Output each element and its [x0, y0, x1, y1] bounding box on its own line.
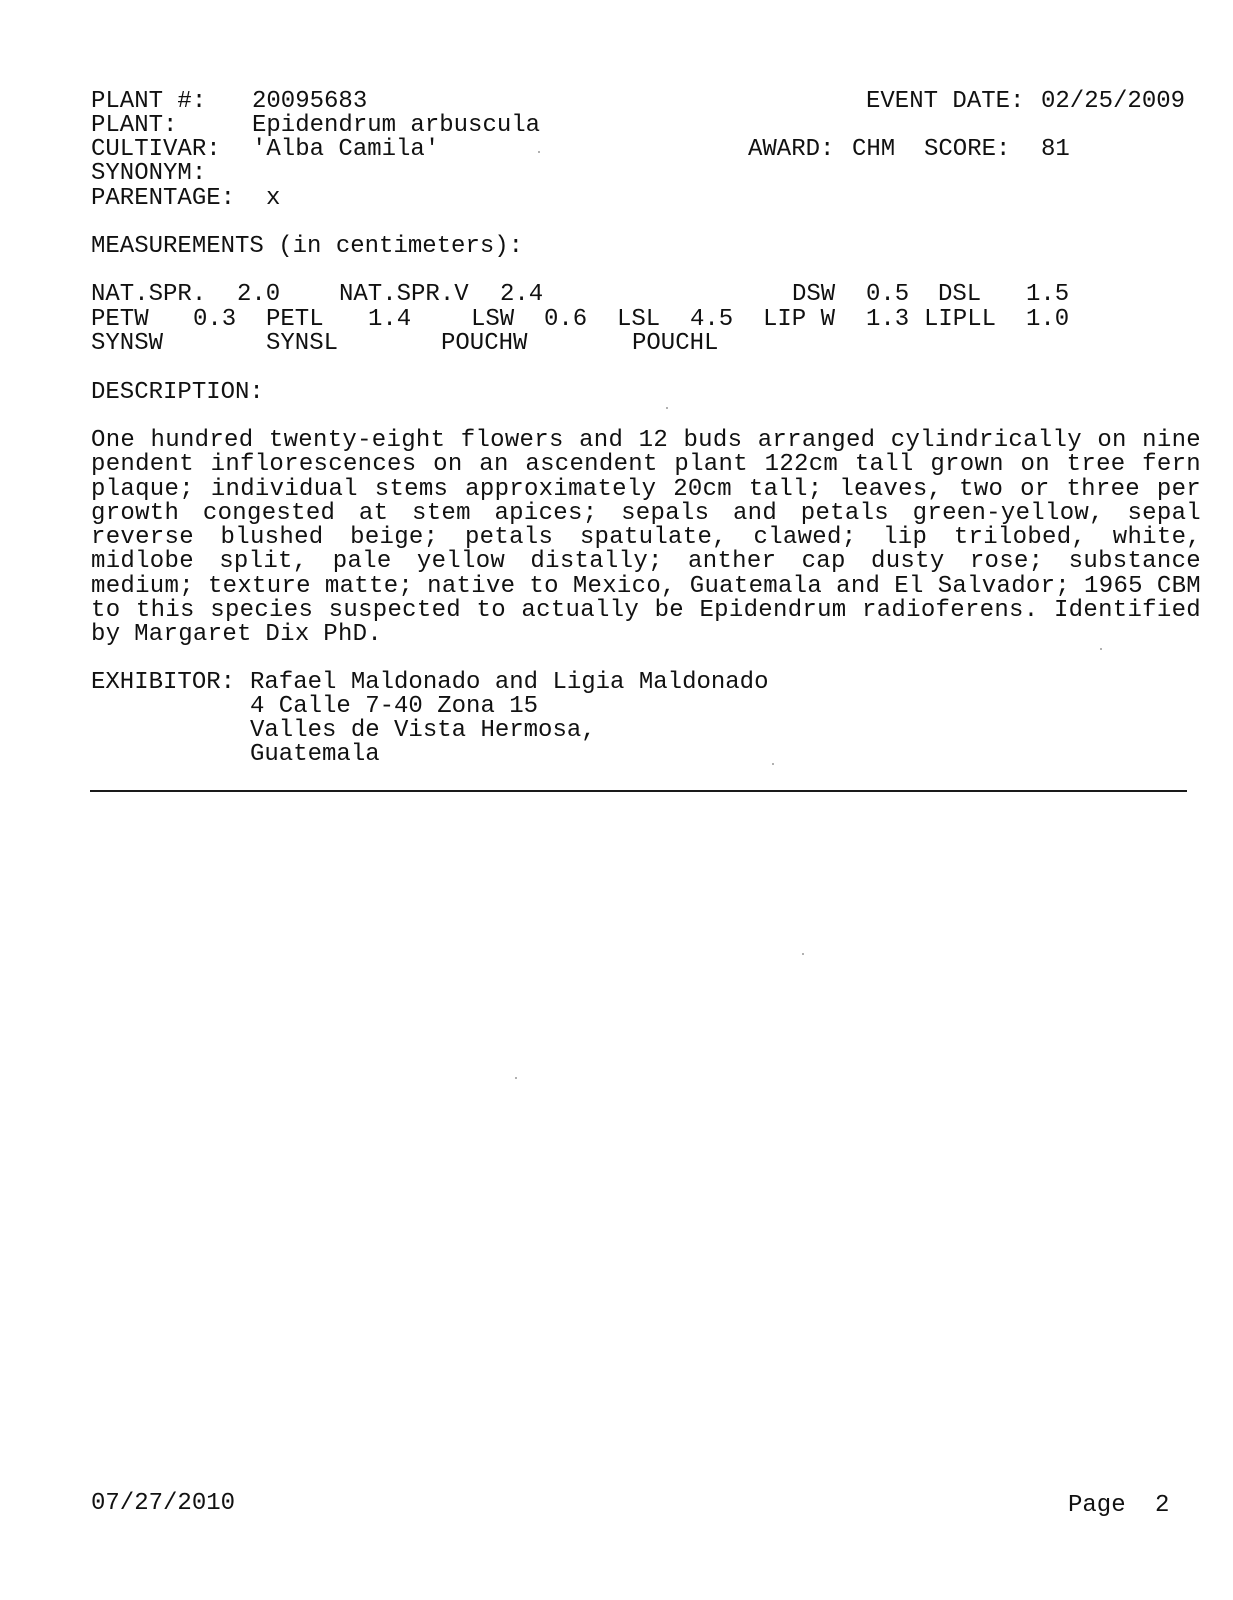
description-heading: DESCRIPTION: — [91, 379, 264, 406]
cultivar-value: 'Alba Camila' — [252, 136, 440, 163]
plant-value: Epidendrum arbuscula — [252, 112, 541, 139]
exhibitor-line: 4 Calle 7-40 Zona 15 — [250, 693, 539, 720]
footer-page-number: 2 — [1155, 1492, 1170, 1519]
scan-speck — [772, 763, 774, 765]
award-label: AWARD: — [748, 136, 835, 163]
measure-value-petl: 1.4 — [368, 306, 412, 333]
scan-speck — [538, 151, 540, 153]
plant-label: PLANT: — [91, 112, 178, 139]
plant-number-value: 20095683 — [252, 88, 368, 115]
measure-label-pouchw: POUCHW — [441, 330, 528, 357]
measure-value-natspr: 2.0 — [237, 281, 281, 308]
description-text: One hundred twenty-eight flowers and 12 buds arranged cylindrically on nine pendent inflorescences on an ascendent plant 122cm tall grown on tree fern plaque; individual stems approximately 20cm tall; leaves, two or three per growth congested at stem apices; sepals and petals green-yellow, sepal reverse blushed beige; petals spatulate, clawed; lip trilobed, white, midlobe split, pale yellow distally; anther cap dusty rose; substance medium; texture matte; native to Mexico, Guatemala and El Salvador; 1965 CBM to this species suspected to actually be Epidendrum radioferens. Identified by Margaret Dix PhD. — [91, 427, 1201, 649]
exhibitor-line: Rafael Maldonado and Ligia Maldonado — [250, 669, 769, 696]
footer-date: 07/27/2010 — [91, 1490, 236, 1517]
measure-value-dsw: 0.5 — [866, 281, 910, 308]
measure-label-pouchl: POUCHL — [632, 330, 719, 357]
measure-value-dsl: 1.5 — [1026, 281, 1070, 308]
measure-label-lipll: LIPLL — [924, 306, 997, 333]
scan-speck — [1100, 648, 1102, 650]
scan-speck — [666, 407, 668, 409]
measure-value-lipw: 1.3 — [866, 306, 910, 333]
measure-value-lipll: 1.0 — [1026, 306, 1070, 333]
footer-page-label: Page — [1068, 1492, 1126, 1519]
parentage-label: PARENTAGE: — [91, 185, 236, 212]
event-date-value: 02/25/2009 — [1041, 88, 1186, 115]
measure-label-lsl: LSL — [617, 306, 661, 333]
cultivar-label: CULTIVAR: — [91, 136, 221, 163]
measure-label-dsw: DSW — [792, 281, 836, 308]
exhibitor-line: Guatemala — [250, 741, 380, 768]
measure-label-dsl: DSL — [938, 281, 982, 308]
measure-label-lipw: LIP W — [763, 306, 836, 333]
scan-speck — [515, 1077, 517, 1079]
section-divider — [90, 790, 1187, 792]
measure-label-petw: PETW — [91, 306, 149, 333]
event-date-label: EVENT DATE: — [866, 88, 1025, 115]
measure-value-lsw: 0.6 — [544, 306, 588, 333]
measure-label-natspr: NAT.SPR. — [91, 281, 207, 308]
measure-label-petl: PETL — [266, 306, 324, 333]
score-label: SCORE: — [924, 136, 1011, 163]
award-value: CHM — [852, 136, 896, 163]
score-value: 81 — [1041, 136, 1070, 163]
synonym-label: SYNONYM: — [91, 160, 207, 187]
measure-value-petw: 0.3 — [193, 306, 237, 333]
exhibitor-label: EXHIBITOR: — [91, 669, 236, 696]
measure-value-natsprv: 2.4 — [500, 281, 544, 308]
measure-label-natsprv: NAT.SPR.V — [339, 281, 469, 308]
measure-value-lsl: 4.5 — [690, 306, 734, 333]
measurements-heading: MEASUREMENTS (in centimeters): — [91, 233, 524, 260]
measure-label-lsw: LSW — [471, 306, 515, 333]
scan-speck — [802, 953, 804, 955]
measure-label-synsw: SYNSW — [91, 330, 164, 357]
plant-number-label: PLANT #: — [91, 88, 207, 115]
measure-label-synsl: SYNSL — [266, 330, 339, 357]
parentage-value: x — [266, 185, 281, 212]
exhibitor-line: Valles de Vista Hermosa, — [250, 717, 596, 744]
